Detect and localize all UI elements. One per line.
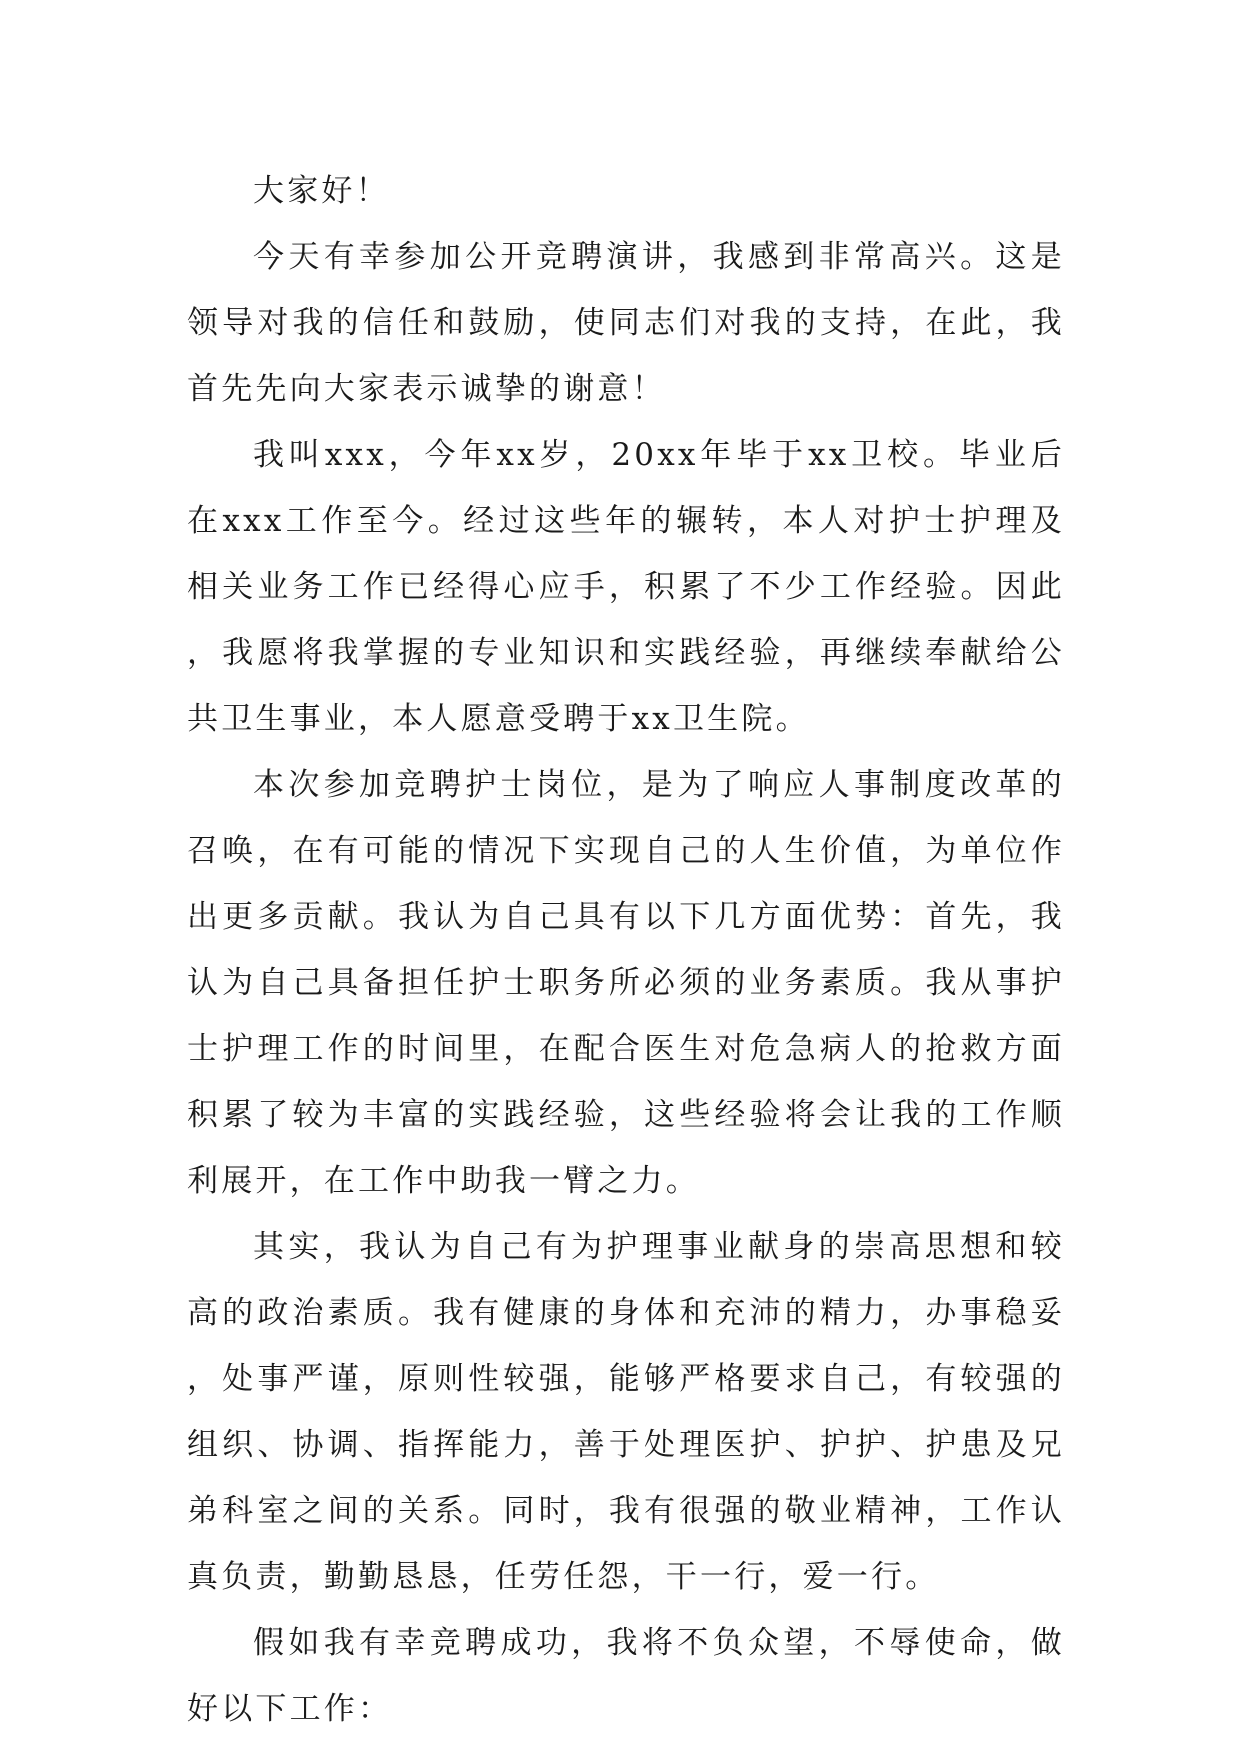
speech-text (187, 158, 1065, 1742)
paragraph-plan: 假如我有幸竞聘成功，我将不负众望，不辱使命，做好以下工作： (187, 1625, 1065, 1727)
paragraph-thanks: 今天有幸参加公开竞聘演讲，我感到非常高兴。这是领导对我的信任和鼓励，使同志们对我的支持，在此，我首先先向大家表示诚挚的谢意！ (187, 239, 1065, 407)
paragraph-introduction: 我叫xxx，今年xx岁，20xx年毕于xx卫校。毕业后在xxx工作至今。经过这些年的辗转，本人对护士护理及相关业务工作已经得心应手，积累了不少工作经验。因此，我愿将我掌握的专业知识和实践经验，再继续奉献给公共卫生事业，本人愿意受聘于xx卫生院。 (187, 437, 1065, 737)
paragraph-advantages: 本次参加竞聘护士岗位，是为了响应人事制度改革的召唤，在有可能的情况下实现自己的人生价值，为单位作出更多贡献。我认为自己具有以下几方面优势：首先，我认为自己具备担任护士职务所必须的业务素质。我从事护士护理工作的时间里，在配合医生对危急病人的抢救方面积累了较为丰富的实践经验，这些经验将会让我的工作顺利展开，在工作中助我一臂之力。 (187, 767, 1065, 1199)
paragraph-greeting: 大家好！ (253, 173, 390, 209)
paragraph-qualities: 其实，我认为自己有为护理事业献身的崇高思想和较高的政治素质。我有健康的身体和充沛的精力，办事稳妥，处事严谨，原则性较强，能够严格要求自己，有较强的组织、协调、指挥能力，善于处理医护、护护、护患及兄弟科室之间的关系。同时，我有很强的敬业精神，工作认真负责，勤勤恳恳，任劳任怨，干一行，爱一行。 (187, 1229, 1065, 1595)
